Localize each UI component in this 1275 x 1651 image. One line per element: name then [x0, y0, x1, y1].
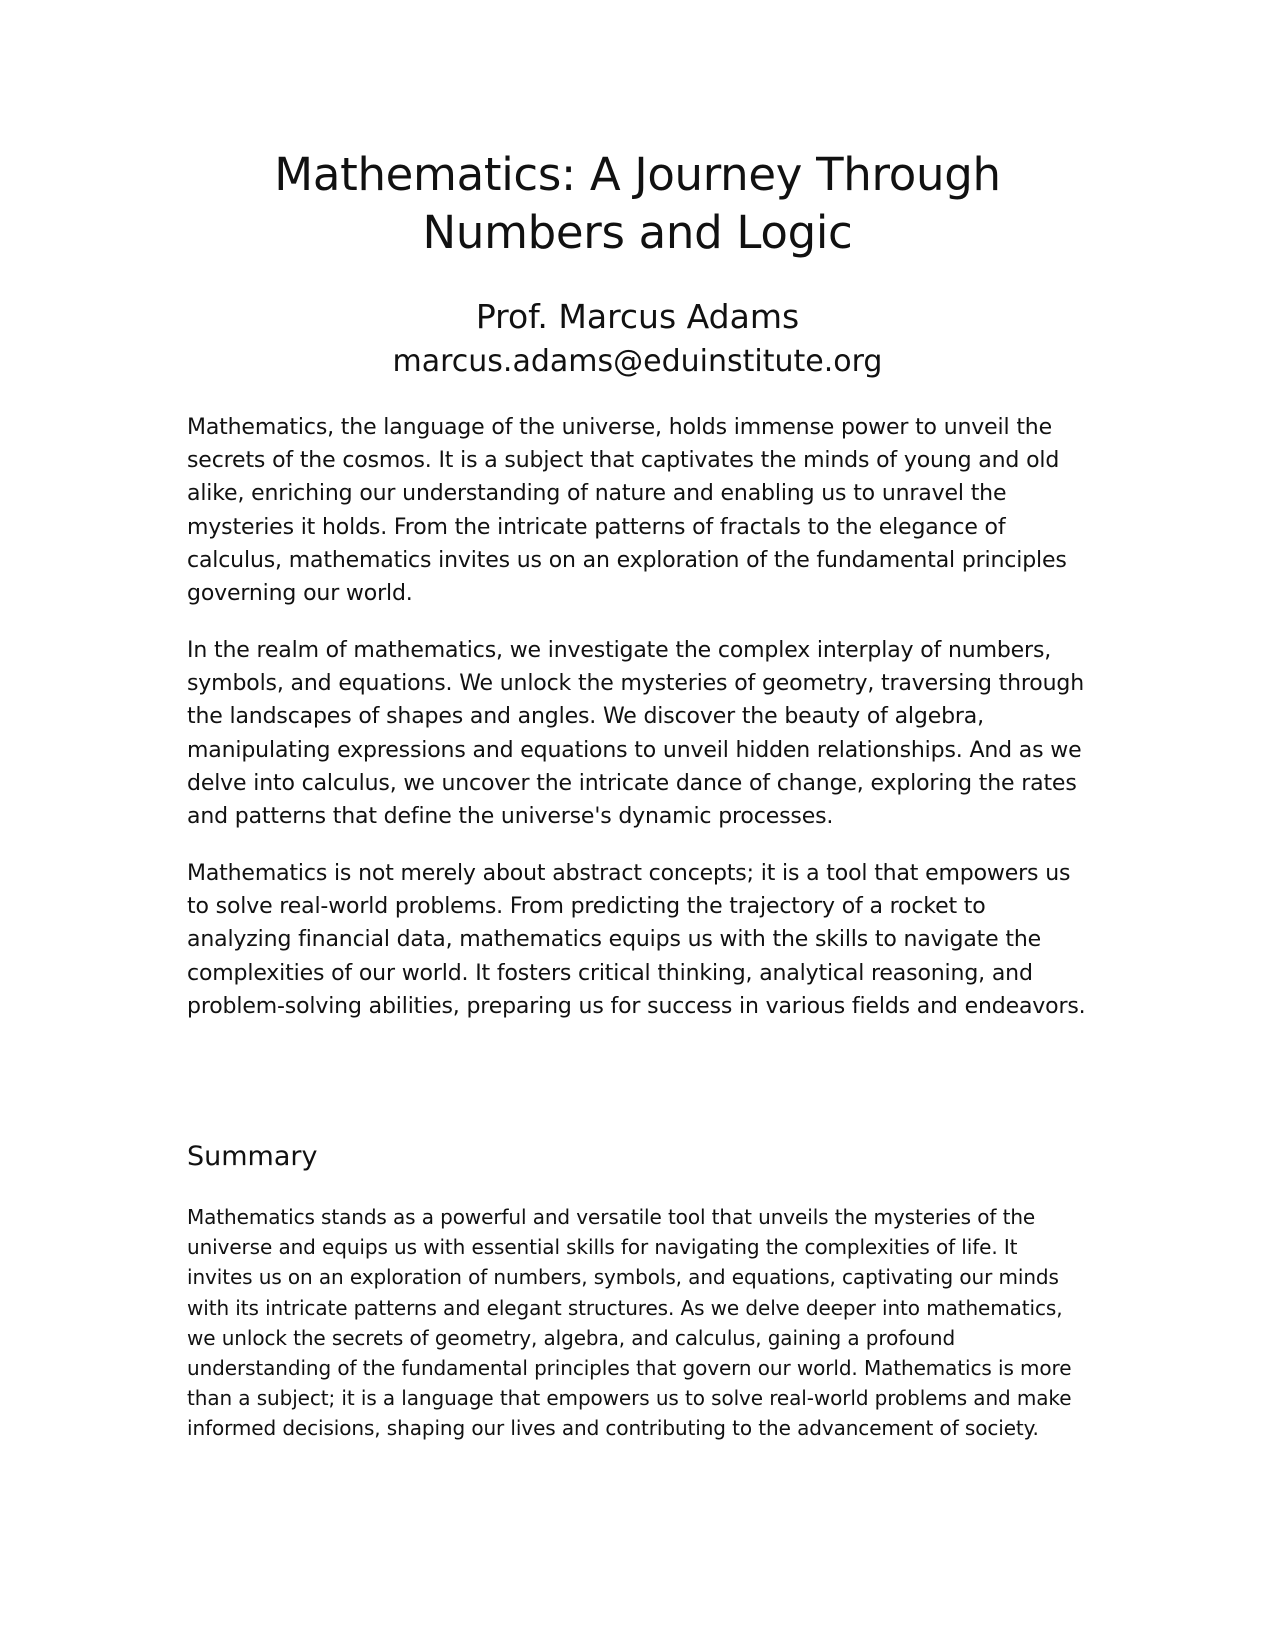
document-title: Mathematics: A Journey Through Numbers and Logic — [274, 148, 1001, 259]
body-paragraph-3: Mathematics is not merely about abstract concepts; it is a tool that empowers us to solve real-world problems. From predicting the trajectory of a rocket to analyzing financial data, mathematics equips us with the skills to navigate the complexities of our world. It fosters critical thinking, analytical reasoning, and problem-solving abilities, preparing us for success in various fields and endeavors. — [187, 861, 1086, 1019]
body-paragraph-2: In the realm of mathematics, we investigate the complex interplay of numbers, symbols, and equations. We unlock the mysteries of geometry, traversing through the landscapes of shapes and angles. We discover the beauty of algebra, manipulating expressions and equations to unveil hidden relationships. And as we delve into calculus, we uncover the intricate dance of change, exploring the rates and patterns that define the universe's dynamic processes. — [187, 638, 1085, 830]
author-name: Prof. Marcus Adams — [475, 297, 800, 336]
summary-paragraph: Mathematics stands as a powerful and versatile tool that unveils the mysteries of the universe and equips us with essential skills for navigating the complexities of life. It invites us on an exploration of numbers, symbols, and equations, captivating our minds with its intricate patterns and elegant structures. As we delve deeper into mathematics, we unlock the secrets of geometry, algebra, and calculus, gaining a profound understanding of the fundamental principles that govern our world. Mathematics is more than a subject; it is a language that empowers us to solve real-world problems and make informed decisions, shaping our lives and contributing to the advancement of society. — [187, 1205, 1072, 1441]
author-email: marcus.adams@eduinstitute.org — [392, 344, 883, 379]
body-paragraph-1: Mathematics, the language of the universe, holds immense power to unveil the secrets of the cosmos. It is a subject that captivates the minds of young and old alike, enriching our understanding of nature and enabling us to unravel the mysteries it holds. From the intricate patterns of fractals to the elegance of calculus, mathematics invites us on an exploration of the fundamental principles governing our world. — [187, 415, 1067, 607]
summary-heading: Summary — [187, 1141, 318, 1172]
